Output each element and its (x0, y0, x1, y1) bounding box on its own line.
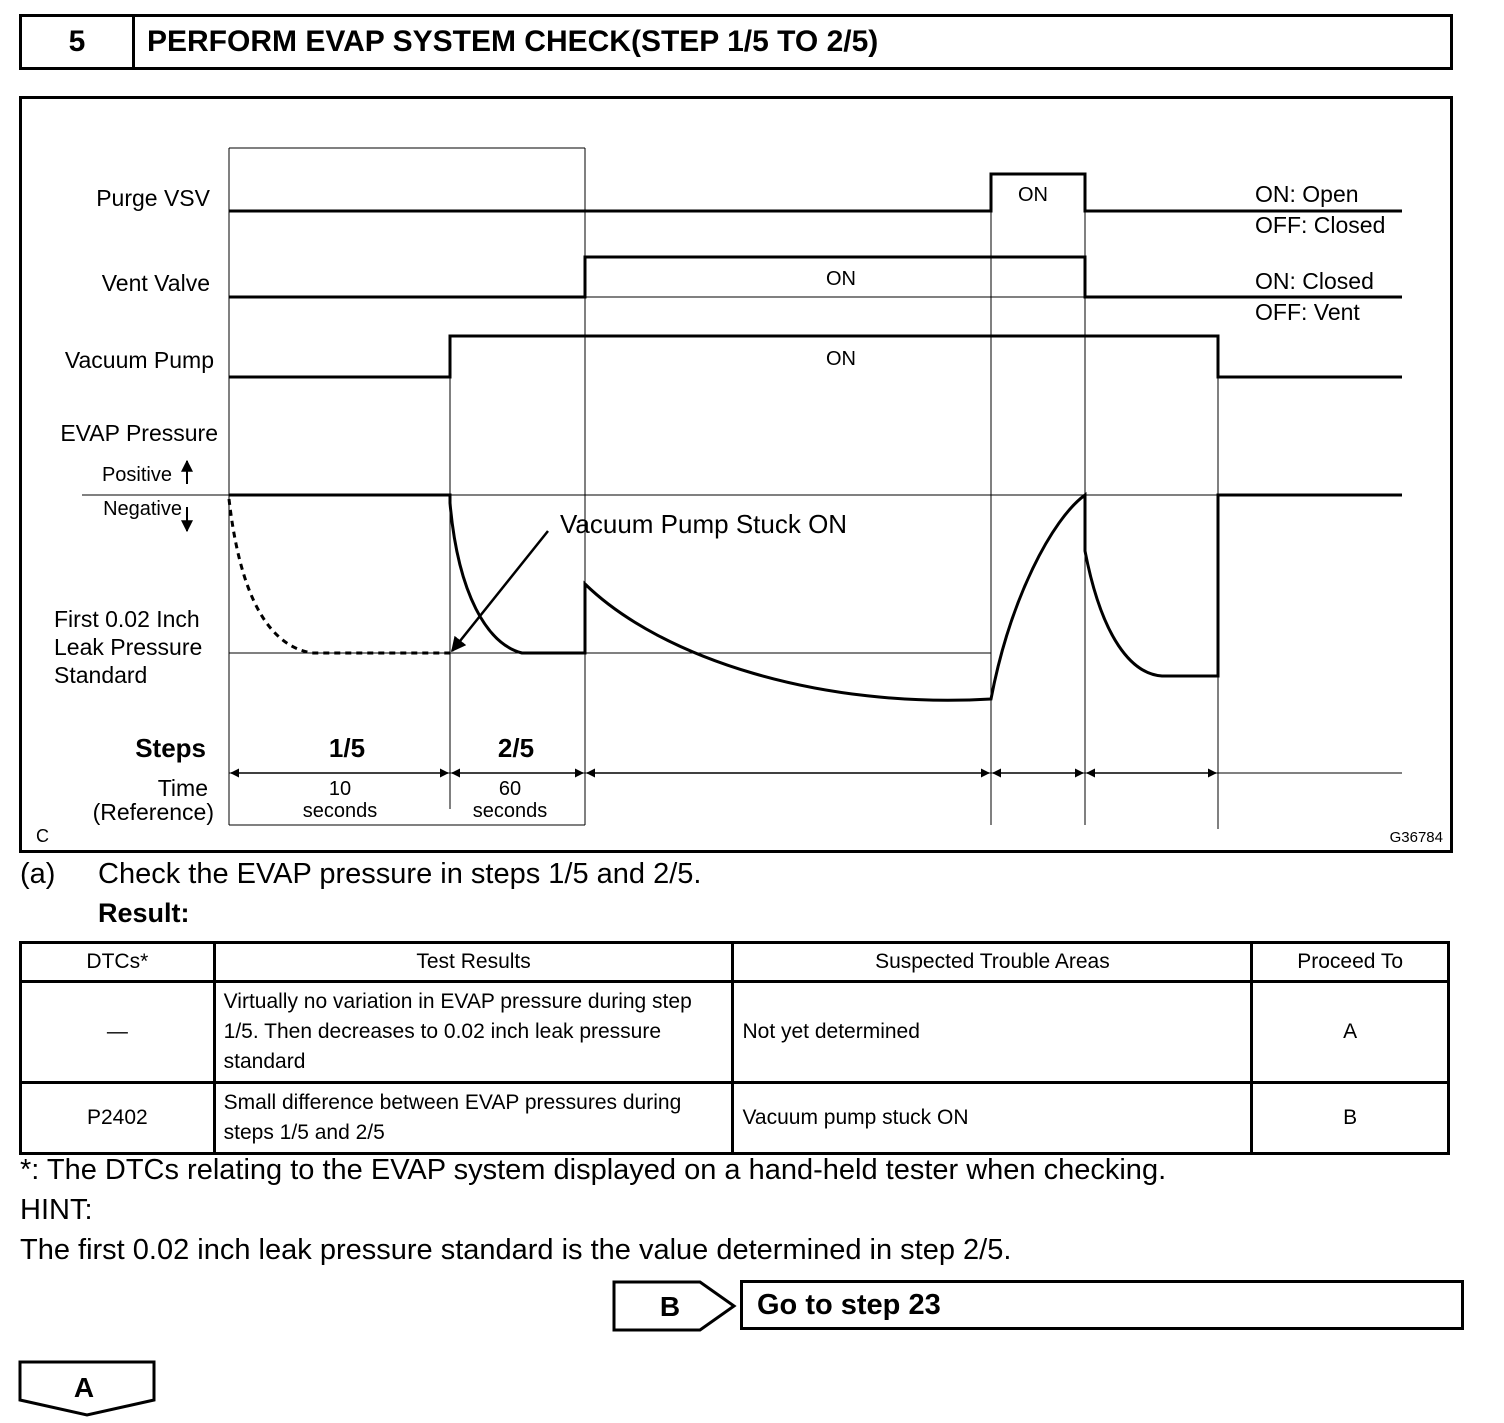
trouble-area-cell: Not yet determined (733, 982, 1252, 1083)
instruction-marker: (a) (20, 858, 56, 890)
test-result-cell: Small difference between EVAP pressures during steps 1/5 and 2/5 (214, 1083, 733, 1154)
table-header-row (21, 943, 1449, 982)
branch-b-shape (612, 1280, 737, 1332)
branch-a-label: A (73, 1372, 95, 1403)
branch-b-label: B (659, 1291, 681, 1322)
vent-on-label: ON (826, 268, 856, 290)
goto-step-box[interactable] (740, 1280, 1464, 1330)
footnote: *: The DTCs relating to the EVAP system displayed on a hand-held tester when checking. (20, 1154, 1167, 1186)
hint-label: HINT: (20, 1194, 93, 1226)
header-trouble-areas: Suspected Trouble Areas (733, 943, 1252, 982)
step-1-label: 1/5 (328, 733, 366, 763)
purge-on-label: ON (1018, 184, 1048, 206)
reference-label: (Reference) (92, 799, 214, 825)
purge-state-on: ON: Open (1255, 181, 1359, 207)
leak-standard-line-3: Standard (54, 662, 148, 688)
purge-state-off: OFF: Closed (1255, 212, 1386, 238)
table-row (21, 1083, 1449, 1154)
steps-label: Steps (135, 733, 206, 763)
grid-lines (82, 148, 1402, 829)
purge-vsv-label: Purge VSV (96, 185, 210, 211)
annotation-arrow (452, 531, 548, 651)
header-proceed-to: Proceed To (1252, 943, 1449, 982)
vacuum-pump-trace (229, 336, 1402, 377)
step-2-label: 2/5 (497, 733, 535, 763)
purge-vsv-trace (229, 174, 1402, 211)
trouble-area-cell: Vacuum pump stuck ON (733, 1083, 1252, 1154)
goto-step-text: Go to step 23 (757, 1288, 941, 1321)
timing-diagram (19, 96, 1453, 853)
timing-diagram-svg (22, 99, 1450, 850)
proceed-cell: B (1252, 1083, 1449, 1154)
step-2-time: 60 (498, 778, 522, 800)
step-title: PERFORM EVAP SYSTEM CHECK(STEP 1/5 TO 2/5) (147, 25, 879, 58)
result-label: Result: (98, 898, 190, 928)
dtc-cell: — (21, 982, 215, 1083)
corner-label: C (36, 826, 49, 846)
vent-state-on: ON: Closed (1255, 268, 1374, 294)
header-test-results: Test Results (214, 943, 733, 982)
results-table (19, 941, 1450, 1155)
signal-traces (229, 174, 1402, 700)
vent-valve-label: Vent Valve (101, 270, 210, 296)
step-2-seconds: seconds (472, 800, 548, 822)
branch-a-button[interactable] (18, 1360, 156, 1418)
vent-valve-trace (229, 257, 1402, 297)
time-label: Time (157, 775, 208, 801)
leak-standard-line-2: Leak Pressure (54, 634, 203, 660)
leak-standard-line-1: First 0.02 Inch (54, 606, 200, 632)
dtc-cell: P2402 (21, 1083, 215, 1154)
vent-state-off: OFF: Vent (1255, 299, 1360, 325)
pump-on-label: ON (826, 348, 856, 370)
step-header (19, 14, 1453, 70)
annotation-label: Vacuum Pump Stuck ON (560, 509, 848, 539)
branch-b-button[interactable] (612, 1280, 737, 1332)
stuck-pump-trace (229, 499, 450, 653)
vacuum-pump-label: Vacuum Pump (64, 347, 214, 373)
test-result-cell: Virtually no variation in EVAP pressure during step 1/5. Then decreases to 0.02 inch leak pressure standard (214, 982, 733, 1083)
positive-label: Positive (101, 464, 172, 486)
hint-text: The first 0.02 inch leak pressure standard is the value determined in step 2/5. (20, 1234, 1012, 1266)
figure-id: G36784 (1389, 829, 1443, 846)
branch-a-shape (18, 1360, 156, 1418)
step-number: 5 (22, 17, 135, 67)
evap-pressure-label: EVAP Pressure (60, 420, 218, 446)
step-1-time: 10 (328, 778, 352, 800)
proceed-cell: A (1252, 982, 1449, 1083)
header-dtcs: DTCs* (21, 943, 215, 982)
table-row (21, 982, 1449, 1083)
instruction-text: Check the EVAP pressure in steps 1/5 and 2/5. (98, 858, 702, 890)
step-1-seconds: seconds (302, 800, 378, 822)
negative-label: Negative (103, 498, 182, 520)
